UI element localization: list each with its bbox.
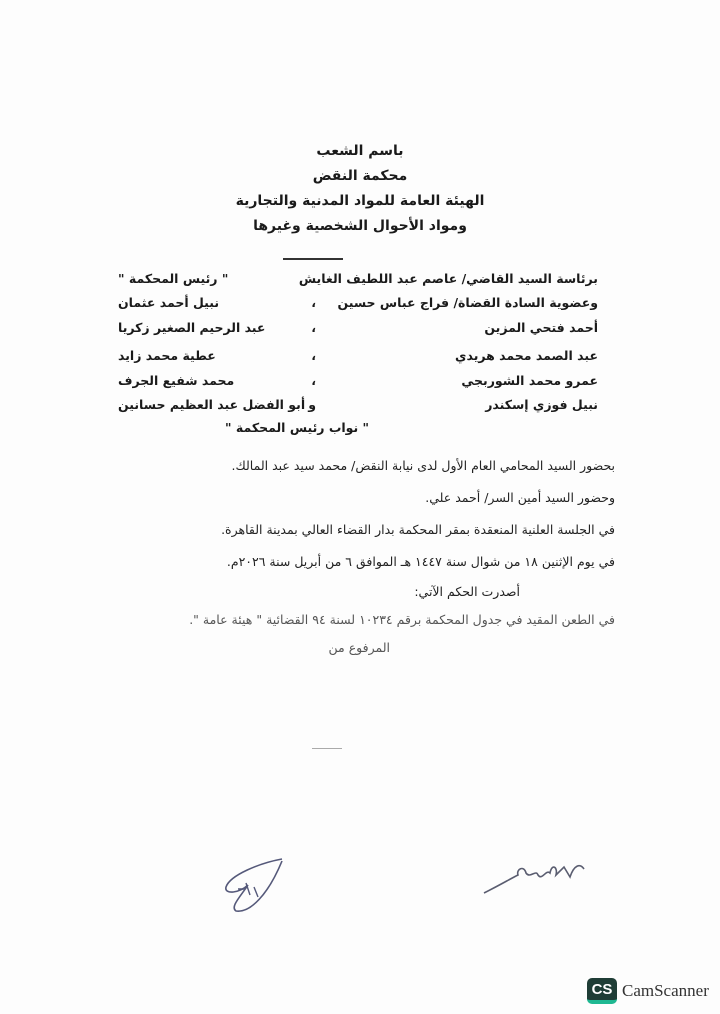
bench-right-2: أحمد فتحي المزين [484, 320, 598, 335]
signature-right-icon [480, 855, 590, 900]
bench-right-4: عمرو محمد الشوربجي [461, 373, 598, 388]
bench-left-3: عطية محمد زايد [118, 348, 216, 363]
bench-sep-2: ، [311, 320, 316, 335]
bench-right-5: نبيل فوزي إسكندر [485, 397, 598, 412]
bench-footer: " نواب رئيس المحكمة " [225, 420, 370, 435]
signature-left-icon [220, 855, 300, 915]
bench-left-2: عبد الرحيم الصغير زكريا [118, 320, 266, 335]
against-marker [312, 740, 342, 749]
date-line: في يوم الإثنين ١٨ من شوال سنة ١٤٤٧ هـ الموافق ٦ من أبريل سنة ٢٠٢٦م. [226, 554, 615, 569]
bench-right-3: عبد الصمد محمد هريدي [455, 348, 598, 363]
header-line-4: ومواد الأحوال الشخصية وغيرها [253, 218, 467, 234]
bench-right-1: وعضوية السادة القضاة/ فراج عباس حسين [337, 295, 598, 310]
camscanner-logo-icon: CS [587, 978, 617, 1004]
bench-left-0: " رئيس المحكمة " [118, 271, 229, 286]
bench-left-5: أبو الفضل عبد العظيم حسانين [118, 397, 306, 412]
camscanner-label: CamScanner [622, 981, 709, 1000]
bench-right-0: برئاسة السيد القاضي/ عاصم عبد اللطيف الغايش [298, 271, 598, 286]
prosecutor-line: بحضور السيد المحامي العام الأول لدى نيابة النقض/ محمد سيد عبد المالك. [231, 458, 615, 473]
clerk-line: وحضور السيد أمين السر/ أحمد علي. [425, 490, 615, 505]
header-line-1: باسم الشعب [316, 143, 404, 159]
issued-line: أصدرت الحكم الآتي: [414, 584, 520, 599]
header-line-2: محكمة النقض [312, 168, 408, 184]
camscanner-watermark [587, 978, 709, 1004]
header-line-3: الهيئة العامة للمواد المدنية والتجارية [235, 193, 485, 209]
session-line: في الجلسة العلنية المنعقدة بمقر المحكمة بدار القضاء العالي بمدينة القاهرة. [221, 522, 615, 537]
filed-by-line: المرفوع من [328, 640, 390, 655]
bench-sep-5: و [308, 397, 316, 412]
appeal-line: في الطعن المقيد في جدول المحكمة برقم ١٠٢٣٤ لسنة ٩٤ القضائية " هيئة عامة ". [189, 612, 615, 627]
bench-sep-3: ، [311, 348, 316, 363]
bench-left-1: نبيل أحمد عثمان [118, 295, 220, 310]
bench-left-4: محمد شفيع الجرف [118, 373, 235, 388]
bench-sep-1: ، [311, 295, 316, 310]
bench-sep-4: ، [311, 373, 316, 388]
header-divider [283, 258, 343, 260]
